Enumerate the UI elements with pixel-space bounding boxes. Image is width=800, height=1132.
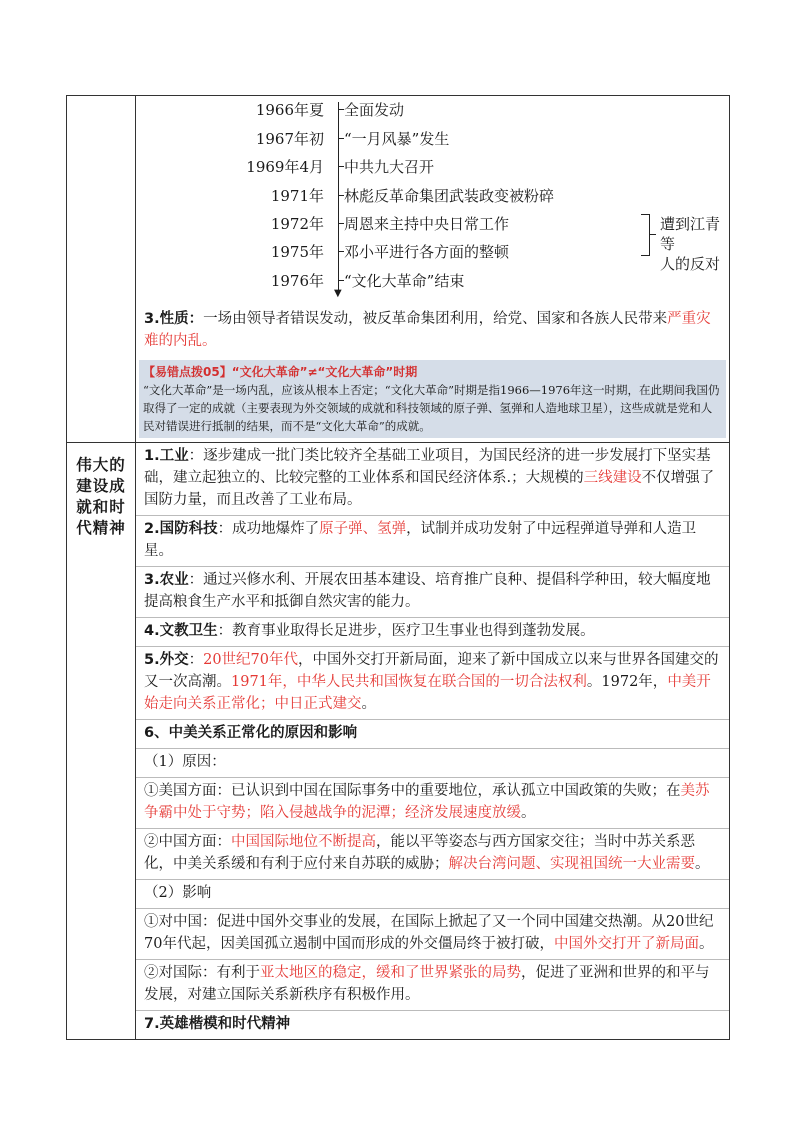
- industry-paragraph: [136, 443, 729, 515]
- diplomacy-highlight: 中美开始走向关系正常化；中日正式建交: [144, 674, 711, 712]
- cn-reason-end: 。: [695, 856, 710, 872]
- us-reason-end: 。: [521, 805, 536, 821]
- timeline-year: 1969年4月: [246, 158, 324, 176]
- us-reason-highlight: 美苏争霸中处于守势；陷入侵越战争的泥潭；经济发展速度放缓: [144, 783, 710, 821]
- error-tip-box: [139, 360, 726, 438]
- impact-china-text: ①对中国：促进中国外交事业的发展，在国际上掀起了又一个同中国建交热潮。从20世纪70年代起，因美国孤立遏制中国而形成的外交僵局终于被打破，: [144, 914, 714, 952]
- diplomacy-label: 5.外交: [144, 652, 189, 668]
- sino-us-title: 6、中美关系正常化的原因和影响: [136, 719, 729, 748]
- cn-reason-highlight: 中国国际地位不断提高: [231, 834, 376, 850]
- impact-china-end: 。: [698, 936, 714, 952]
- timeline-brace-note: [660, 214, 729, 274]
- impact-world-highlight: 亚太地区的稳定，缓和了世界紧张的局势: [260, 965, 521, 981]
- table-row: [67, 96, 730, 443]
- cn-reason-highlight: 解决台湾问题、实现祖国统一大业需要: [448, 856, 695, 872]
- left-cell-empty: [67, 96, 136, 443]
- diplomacy-text: 。: [361, 696, 376, 712]
- agriculture-text: ：通过兴修水利、开展农田基本建设、培育推广良种、提倡科学种田，较大幅度地提高粮食生产水平和抵御自然灾害的能力。: [144, 572, 711, 610]
- table-row: [67, 443, 730, 1040]
- nature-text: 一场由领导者错误发动，被反革命集团利用，给党、国家和各族人民带来: [203, 311, 668, 327]
- timeline: [136, 96, 729, 306]
- timeline-event: 中共九大召开: [344, 158, 435, 176]
- timeline-event: 邓小平进行各方面的整顿: [344, 243, 510, 261]
- section-title: 伟大的建设成就和时代精神: [76, 456, 126, 537]
- right-cell-achievements: [136, 443, 730, 1040]
- impact-world-start: ②对国际：有利于: [144, 965, 260, 981]
- diplomacy-colon: ：: [188, 652, 204, 668]
- agriculture-label: 3.农业: [144, 572, 189, 588]
- impact-world-paragraph: [136, 959, 729, 1010]
- us-reason-text: ①美国方面：已认识到中国在国际事务中的重要地位，承认孤立中国政策的失败；在: [144, 783, 681, 799]
- cn-reason-paragraph: [136, 828, 729, 879]
- defense-text: ：成功地爆炸了: [217, 521, 320, 537]
- brace-note-line: 遭到江青等: [660, 215, 721, 253]
- culture-label: 4.文教卫生: [144, 623, 218, 639]
- defense-label: 2.国防科技: [144, 521, 218, 537]
- timeline-event: “一月风暴”发生: [344, 130, 450, 148]
- cn-reason-text: ，能以平等姿态与西方国家交往；当时中苏关系恶化，中美关系缓和有利于应付来自苏联的威胁；: [144, 834, 695, 872]
- impact-label: （2）影响: [136, 879, 729, 908]
- industry-highlight: 三线建设: [583, 470, 642, 486]
- diplomacy-highlight: 20世纪70年代: [203, 652, 299, 668]
- defense-paragraph: [136, 515, 729, 566]
- timeline-event: 林彪反革命集团武装政变被粉碎: [344, 187, 555, 205]
- timeline-year: 1966年夏: [255, 101, 324, 119]
- right-cell-timeline: [136, 96, 730, 443]
- timeline-year: 1972年: [270, 215, 324, 233]
- brace-note-line: 人的反对: [660, 255, 721, 273]
- diplomacy-text: 。1972年，: [586, 674, 668, 690]
- timeline-year: 1971年: [270, 187, 324, 205]
- reason-label: （1）原因：: [136, 748, 729, 777]
- nature-label: 3.性质：: [144, 311, 204, 327]
- culture-text: ：教育事业取得长足进步，医疗卫生事业也得到蓬勃发展。: [217, 623, 595, 639]
- error-tip-title: 【易错点拨05】“文化大革命”≠“文化大革命”时期: [143, 365, 418, 379]
- left-cell-section: [67, 443, 136, 1040]
- timeline-brace: [641, 214, 650, 256]
- us-reason-paragraph: [136, 777, 729, 828]
- industry-text: ：逐步建成一批门类比较齐全基础工业项目，为国民经济的进一步发展打下坚实基础，建立起独立的、比较完整的工业体系和国民经济体系.；大规模的: [144, 448, 711, 486]
- defense-text-end: ，试制并成功发射了中远程弹道导弹和人造卫星。: [144, 521, 697, 559]
- diplomacy-text: ，中国外交打开新局面，迎来了新中国成立以来与世界各国建交的又一次高潮。: [144, 652, 719, 690]
- timeline-event: “文化大革命”结束: [344, 272, 465, 290]
- timeline-event: 全面发动: [344, 101, 405, 119]
- nature-highlight: 严重灾难的内乱。: [144, 311, 711, 349]
- error-tip-body: “文化大革命”是一场内乱，应该从根本上否定；“文化大革命”时期是指1966—1976年这一时期，在此期间我国仍取得了一定的成就（主要表现为外交领域的成就和科技领域的原子弹、氢弹和人造地球卫星），这些成就是党和人民对错误进行抵制的结果，而不是“文化大革命”的成就。: [143, 383, 720, 433]
- agriculture-paragraph: [136, 566, 729, 617]
- timeline-year: 1967年初: [255, 130, 324, 148]
- impact-china-highlight: 中国外交打开了新局面: [553, 936, 699, 952]
- diplomacy-highlight: 1971年，中华人民共和国恢复在联合国的一切合法权利: [231, 674, 587, 690]
- impact-china-paragraph: [136, 908, 729, 959]
- defense-highlight: 原子弹、氢弹: [319, 521, 407, 537]
- nature-paragraph: [136, 306, 729, 356]
- timeline-axis: [338, 102, 339, 292]
- culture-paragraph: [136, 617, 729, 646]
- industry-label: 1.工业: [144, 448, 189, 464]
- impact-world-text: ，促进了亚洲和世界的和平与发展，对建立国际关系新秩序有积极作用。: [144, 965, 710, 1003]
- timeline-year: 1975年: [270, 243, 324, 261]
- diplomacy-paragraph: [136, 646, 729, 719]
- cn-reason-start: ②中国方面：: [144, 834, 231, 850]
- timeline-event: 周恩来主持中央日常工作: [344, 215, 510, 233]
- content-table: [66, 95, 730, 1040]
- timeline-year: 1976年: [270, 272, 324, 290]
- industry-text-end: 不仅增强了国防力量，而且改善了工业布局。: [144, 470, 715, 508]
- timeline-arrow-icon: ▼: [334, 288, 342, 299]
- timeline-brace-tip: [650, 234, 656, 235]
- heroes-title: 7.英雄楷模和时代精神: [136, 1010, 729, 1039]
